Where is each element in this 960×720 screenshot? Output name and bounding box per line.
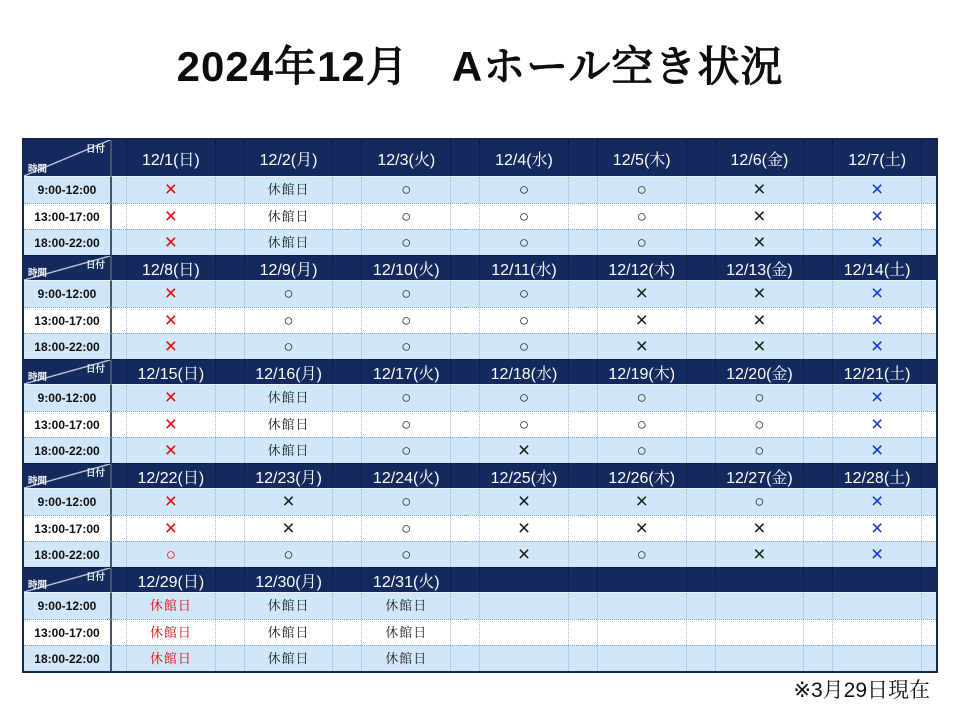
unavailable-mark: × [871, 204, 884, 228]
date-header-cell: 12/6(金) [701, 140, 819, 177]
availability-cell [465, 177, 583, 203]
availability-cell [347, 177, 465, 203]
availability-cell [230, 515, 348, 541]
availability-cell [701, 437, 819, 463]
date-header-cell: 12/30(月) [230, 567, 348, 593]
unavailable-mark: × [871, 282, 884, 305]
week-group-5 [24, 567, 936, 671]
time-slot-label: 13:00-17:00 [24, 203, 112, 229]
availability-cell [347, 515, 465, 541]
date-header-cell: 12/8(日) [112, 255, 230, 281]
available-mark: ○ [754, 388, 765, 407]
availability-cell [583, 385, 701, 411]
availability-cell [347, 437, 465, 463]
unavailable-mark: × [164, 230, 177, 254]
unavailable-mark: × [753, 282, 766, 305]
availability-cell [818, 437, 936, 463]
unavailable-mark: × [871, 412, 884, 436]
week-group-3 [24, 359, 936, 463]
unavailable-mark: × [871, 516, 884, 540]
availability-cell [583, 619, 701, 645]
available-mark: ○ [283, 310, 294, 330]
available-mark: ○ [636, 232, 647, 252]
availability-cell [112, 541, 230, 567]
unavailable-mark: × [753, 516, 766, 540]
date-header-cell: 12/27(金) [701, 463, 819, 489]
date-header-cell: 12/19(木) [583, 359, 701, 385]
date-header-cell [465, 567, 583, 593]
time-slot-label: 18:00-22:00 [24, 541, 112, 567]
date-header-cell: 12/4(水) [465, 140, 583, 177]
time-slot-label: 18:00-22:00 [24, 229, 112, 255]
unavailable-mark: × [635, 334, 648, 358]
available-mark: ○ [401, 310, 412, 330]
week-group-1 [24, 140, 936, 255]
unavailable-mark: × [753, 308, 766, 332]
availability-cell [465, 593, 583, 619]
availability-cell [112, 619, 230, 645]
availability-cell [465, 437, 583, 463]
time-slot-label: 13:00-17:00 [24, 411, 112, 437]
availability-cell [112, 333, 230, 359]
closed-day-label: 休館日 [385, 650, 428, 666]
availability-cell [112, 203, 230, 229]
availability-cell [112, 489, 230, 515]
unavailable-mark: × [164, 490, 177, 513]
availability-cell [701, 307, 819, 333]
available-mark: ○ [401, 518, 412, 538]
availability-cell [347, 593, 465, 619]
date-header-cell: 12/2(月) [230, 140, 348, 177]
time-slot-label: 9:00-12:00 [24, 489, 112, 515]
availability-cell [465, 385, 583, 411]
available-mark: ○ [754, 492, 765, 511]
availability-cell [230, 281, 348, 307]
availability-cell [701, 593, 819, 619]
unavailable-mark: × [635, 308, 648, 332]
availability-cell [465, 203, 583, 229]
unavailable-mark: × [164, 438, 177, 462]
corner-date-label: 日付 [85, 572, 105, 583]
available-mark: ○ [636, 440, 647, 460]
unavailable-mark: × [164, 282, 177, 305]
unavailable-mark: × [871, 386, 884, 409]
unavailable-mark: × [871, 230, 884, 254]
footnote: ※3月29日現在 [793, 679, 930, 702]
availability-cell [818, 541, 936, 567]
time-slot-label: 9:00-12:00 [24, 177, 112, 203]
availability-cell [818, 333, 936, 359]
date-header-cell: 12/15(日) [112, 359, 230, 385]
corner-time-label: 時間 [28, 164, 48, 175]
unavailable-mark: × [871, 178, 884, 201]
availability-cell [701, 645, 819, 671]
availability-cell [818, 619, 936, 645]
availability-cell [465, 229, 583, 255]
availability-cell [701, 281, 819, 307]
availability-cell [230, 177, 348, 203]
corner-header-cell [24, 359, 112, 385]
corner-time-label: 時間 [28, 580, 48, 591]
availability-cell [112, 177, 230, 203]
date-header-cell [701, 567, 819, 593]
availability-cell [465, 333, 583, 359]
availability-cell [701, 203, 819, 229]
availability-cell [818, 515, 936, 541]
availability-cell [347, 541, 465, 567]
availability-cell [465, 515, 583, 541]
corner-date-label: 日付 [85, 260, 105, 271]
closed-day-label: 休館日 [267, 650, 310, 666]
date-header-cell: 12/16(月) [230, 359, 348, 385]
date-header-cell: 12/11(水) [465, 255, 583, 281]
available-mark: ○ [401, 336, 412, 356]
availability-cell [230, 203, 348, 229]
availability-cell [112, 645, 230, 671]
date-header-cell: 12/3(火) [347, 140, 465, 177]
page-title: 2024年12月 Aホール空き状況 [176, 43, 784, 90]
availability-cell [112, 281, 230, 307]
unavailable-mark: × [164, 516, 177, 540]
availability-cell [347, 489, 465, 515]
corner-header-cell [24, 255, 112, 281]
availability-cell [583, 333, 701, 359]
closed-day-label: 休館日 [267, 390, 310, 405]
availability-cell [230, 229, 348, 255]
week-group-2 [24, 255, 936, 359]
closed-day-label: 休館日 [267, 624, 310, 640]
closed-day-label: 休館日 [267, 416, 310, 432]
available-mark: ○ [401, 206, 412, 226]
time-slot-label: 13:00-17:00 [24, 619, 112, 645]
closed-day-label: 休館日 [149, 598, 192, 613]
available-mark: ○ [518, 206, 530, 226]
available-mark: ○ [518, 284, 530, 303]
availability-cell [112, 437, 230, 463]
available-mark: ○ [283, 544, 294, 564]
availability-cell [583, 593, 701, 619]
unavailable-mark: × [517, 542, 531, 566]
unavailable-mark: × [517, 490, 531, 513]
availability-cell [230, 541, 348, 567]
availability-cell [347, 411, 465, 437]
availability-cell [230, 645, 348, 671]
unavailable-mark: × [871, 490, 884, 513]
availability-cell [230, 307, 348, 333]
available-mark: ○ [401, 414, 412, 434]
available-mark: ○ [636, 544, 647, 564]
date-header-cell: 12/24(火) [347, 463, 465, 489]
availability-cell [465, 281, 583, 307]
availability-cell [701, 619, 819, 645]
availability-cell [347, 203, 465, 229]
corner-time-label: 時間 [28, 268, 48, 279]
available-mark: ○ [401, 544, 412, 564]
date-header-cell: 12/17(火) [347, 359, 465, 385]
corner-date-label: 日付 [85, 468, 105, 479]
unavailable-mark: × [753, 542, 766, 566]
unavailable-mark: × [517, 438, 531, 462]
corner-time-label: 時間 [28, 476, 48, 487]
availability-cell [112, 229, 230, 255]
available-mark: ○ [636, 180, 647, 199]
unavailable-mark: × [282, 516, 295, 540]
availability-cell [818, 489, 936, 515]
availability-cell [112, 411, 230, 437]
availability-cell [583, 177, 701, 203]
date-header-cell: 12/7(土) [818, 140, 936, 177]
availability-cell [347, 281, 465, 307]
unavailable-mark: × [635, 490, 648, 513]
closed-day-label: 休館日 [385, 624, 428, 640]
available-mark: ○ [401, 232, 412, 252]
availability-cell [701, 177, 819, 203]
unavailable-mark: × [164, 178, 177, 201]
date-header-cell: 12/10(火) [347, 255, 465, 281]
available-mark: ○ [518, 180, 530, 199]
date-header-cell [583, 567, 701, 593]
availability-cell [701, 515, 819, 541]
closed-day-label: 休館日 [267, 598, 310, 613]
closed-day-label: 休館日 [267, 234, 310, 250]
week-group-4 [24, 463, 936, 567]
availability-cell [818, 411, 936, 437]
closed-day-label: 休館日 [267, 442, 310, 458]
availability-cell [230, 489, 348, 515]
corner-header-cell [24, 463, 112, 489]
availability-cell [112, 307, 230, 333]
available-mark: ○ [636, 414, 647, 434]
available-mark: ○ [401, 492, 412, 511]
date-header-cell: 12/26(木) [583, 463, 701, 489]
availability-cell [701, 411, 819, 437]
time-slot-label: 13:00-17:00 [24, 515, 112, 541]
unavailable-mark: × [164, 308, 177, 332]
availability-cell [347, 333, 465, 359]
unavailable-mark: × [871, 334, 884, 358]
available-mark: ○ [401, 440, 412, 460]
availability-cell [583, 645, 701, 671]
available-mark: ○ [518, 388, 530, 407]
availability-cell [230, 411, 348, 437]
availability-cell [230, 593, 348, 619]
available-mark: ○ [518, 414, 530, 434]
time-slot-label: 9:00-12:00 [24, 593, 112, 619]
availability-cell [465, 541, 583, 567]
date-header-cell: 12/29(日) [112, 567, 230, 593]
availability-cell [701, 385, 819, 411]
date-header-cell: 12/9(月) [230, 255, 348, 281]
availability-cell [230, 619, 348, 645]
availability-cell [818, 645, 936, 671]
availability-cell [701, 541, 819, 567]
availability-cell [818, 203, 936, 229]
corner-time-label: 時間 [28, 372, 48, 383]
availability-cell [701, 333, 819, 359]
availability-cell [583, 437, 701, 463]
closed-day-label: 休館日 [149, 650, 192, 666]
availability-cell [701, 489, 819, 515]
closed-day-label: 休館日 [149, 624, 192, 640]
unavailable-mark: × [871, 438, 884, 462]
availability-cell [465, 411, 583, 437]
unavailable-mark: × [753, 334, 766, 358]
availability-cell [230, 385, 348, 411]
date-header-cell: 12/31(火) [347, 567, 465, 593]
unavailable-mark: × [753, 230, 766, 254]
unavailable-mark: × [282, 490, 295, 513]
date-header-cell: 12/22(日) [112, 463, 230, 489]
date-header-cell: 12/1(日) [112, 140, 230, 177]
available-mark: ○ [636, 388, 647, 407]
availability-cell [583, 281, 701, 307]
corner-date-label: 日付 [85, 364, 105, 375]
availability-cell [701, 229, 819, 255]
available-mark: ○ [165, 544, 176, 564]
availability-cell [465, 619, 583, 645]
date-header-cell: 12/28(土) [818, 463, 936, 489]
unavailable-mark: × [635, 282, 648, 305]
available-mark: ○ [283, 284, 294, 303]
availability-cell [583, 203, 701, 229]
unavailable-mark: × [871, 308, 884, 332]
date-header-cell: 12/20(金) [701, 359, 819, 385]
date-header-cell: 12/12(木) [583, 255, 701, 281]
availability-cell [347, 385, 465, 411]
time-slot-label: 18:00-22:00 [24, 437, 112, 463]
availability-table [22, 138, 938, 673]
unavailable-mark: × [635, 516, 648, 540]
unavailable-mark: × [164, 386, 177, 409]
time-slot-label: 9:00-12:00 [24, 281, 112, 307]
unavailable-mark: × [164, 204, 177, 228]
date-header-cell: 12/23(月) [230, 463, 348, 489]
date-header-cell: 12/14(土) [818, 255, 936, 281]
availability-cell [347, 619, 465, 645]
available-mark: ○ [518, 336, 530, 356]
availability-cell [112, 385, 230, 411]
corner-header-cell [24, 140, 112, 177]
date-header-cell: 12/25(水) [465, 463, 583, 489]
date-header-cell: 12/5(木) [583, 140, 701, 177]
unavailable-mark: × [164, 412, 177, 436]
available-mark: ○ [401, 388, 412, 407]
availability-cell [230, 333, 348, 359]
availability-cell [583, 307, 701, 333]
availability-cell [112, 593, 230, 619]
time-slot-label: 13:00-17:00 [24, 307, 112, 333]
available-mark: ○ [518, 232, 530, 252]
available-mark: ○ [518, 310, 530, 330]
availability-cell [818, 385, 936, 411]
availability-cell [818, 177, 936, 203]
availability-cell [583, 411, 701, 437]
availability-cell [347, 645, 465, 671]
availability-cell [230, 437, 348, 463]
time-slot-label: 18:00-22:00 [24, 333, 112, 359]
availability-cell [465, 489, 583, 515]
available-mark: ○ [754, 414, 765, 434]
corner-date-label: 日付 [85, 144, 105, 155]
unavailable-mark: × [517, 516, 531, 540]
availability-cell [818, 593, 936, 619]
availability-cell [465, 645, 583, 671]
availability-cell [583, 541, 701, 567]
date-header-cell: 12/21(土) [818, 359, 936, 385]
unavailable-mark: × [871, 542, 884, 566]
availability-cell [818, 281, 936, 307]
date-header-cell [818, 567, 936, 593]
unavailable-mark: × [164, 334, 177, 358]
availability-cell [818, 229, 936, 255]
availability-cell [347, 307, 465, 333]
closed-day-label: 休館日 [385, 598, 428, 613]
availability-cell [583, 515, 701, 541]
unavailable-mark: × [753, 178, 766, 201]
corner-header-cell [24, 567, 112, 593]
date-header-cell: 12/13(金) [701, 255, 819, 281]
availability-cell [347, 229, 465, 255]
availability-cell [465, 307, 583, 333]
available-mark: ○ [401, 284, 412, 303]
closed-day-label: 休館日 [267, 208, 310, 224]
availability-cell [818, 307, 936, 333]
available-mark: ○ [283, 336, 294, 356]
unavailable-mark: × [753, 204, 766, 228]
availability-cell [112, 515, 230, 541]
date-header-cell: 12/18(水) [465, 359, 583, 385]
time-slot-label: 18:00-22:00 [24, 645, 112, 671]
availability-cell [583, 229, 701, 255]
availability-cell [583, 489, 701, 515]
time-slot-label: 9:00-12:00 [24, 385, 112, 411]
available-mark: ○ [401, 180, 412, 199]
available-mark: ○ [636, 206, 647, 226]
closed-day-label: 休館日 [267, 182, 310, 197]
available-mark: ○ [754, 440, 765, 460]
